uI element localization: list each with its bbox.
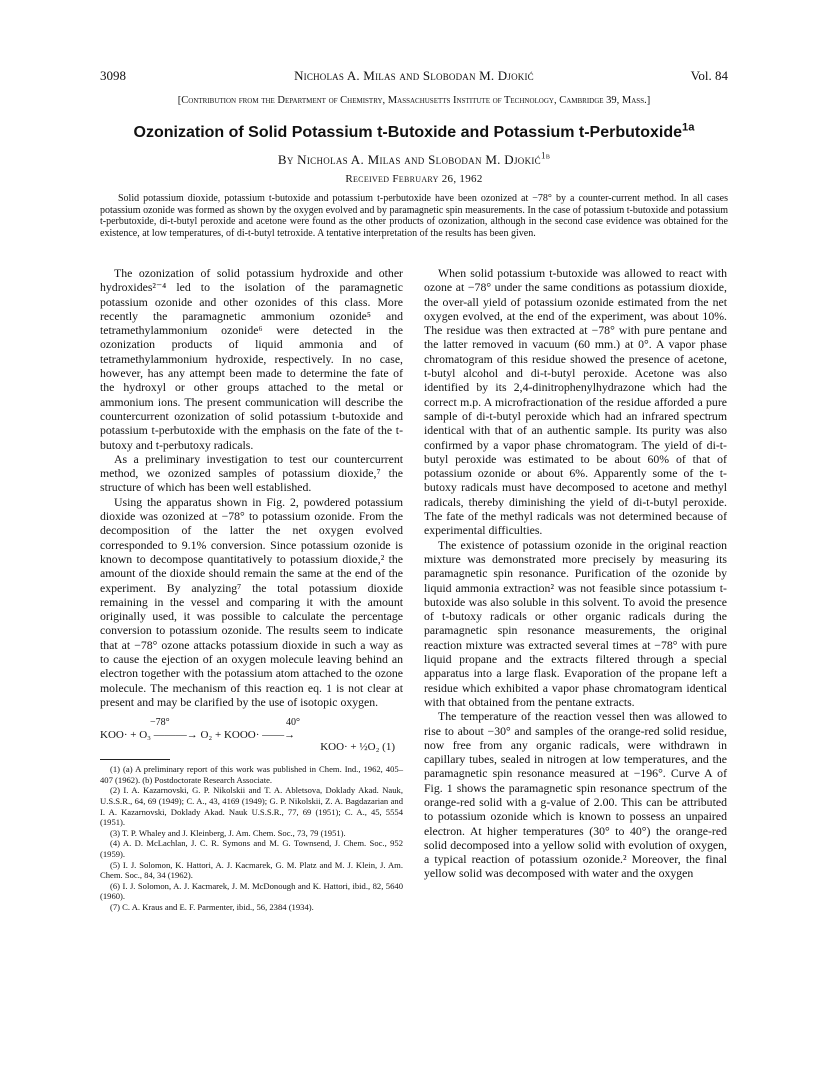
equation-line-2: KOO· + ½O₂ (1) <box>320 741 395 754</box>
body-paragraph: When solid potassium t-butoxide was allowed to react with ozone at −78° under the same conditions as potassium dioxide, the over-all yield of potassium ozonide estimated from the net oxygen evolved, at the end of the experiment, was about 10%. The residue was then extracted at −78° with pure pentane and the latter removed in vacuum (60 mm.) at 0°. A vapor phase chromatogram of this residue showed the presence of acetone, t-butyl alcohol and di-t-butyl peroxide. Acetone was also identified by its 2,4-dinitrophenylhydrazone which had the correct m.p. A microfractionation of the residue afforded a pure sample of di-t-butyl peroxide which had an infrared spectrum identical with that of an authentic sample. Its purity was also confirmed by a vapor phase chromatogram. The yield of di-t-butyl peroxide was estimated to be about 60% of that of potassium ozonide or about 6%. Apparently some of the t-butoxy radicals must have decomposed to acetone and methyl radicals, thereby diminishing the yield of di-t-butyl peroxide. The fate of the methyl radicals was not determined because of experimental difficulties. <box>424 266 727 538</box>
equation-1 <box>100 717 403 753</box>
running-head <box>100 68 728 86</box>
page-number: 3098 <box>100 68 126 83</box>
article-title <box>100 123 728 143</box>
body-paragraph: Using the apparatus shown in Fig. 2, powdered potassium dioxide was ozonized at −78° to potassium ozonide. From the decomposition of the latter the net oxygen evolved corresponded to 9.1% conversion. Since potassium ozonide is known to decompose quantitatively to potassium dioxide,² the amount of the dioxide should remain the same at the end of the experiment. By analyzing⁷ the total potassium dioxide remaining in the vessel and comparing it with the amount originally used, it was possible to calculate the percentage conversion to potassium ozonide. The results seem to indicate that at −78° ozone attacks potassium dioxide in such a way as to cause the ejection of an oxygen molecule leaving behind an electron together with the potassium atom attached to the ozone molecule. The mechanism of this reaction eq. 1 is not clear at present and may be clarified by the use of isotopic oxygen. <box>100 494 403 709</box>
article-title-text: Ozonization of Solid Potassium t-Butoxide and Potassium t-Perbutoxide <box>133 124 683 141</box>
body-paragraph: The existence of potassium ozonide in the original reaction mixture was demonstrated more precisely by measuring its paramagnetic spin resonance. Purification of the ozonide by liquid ammonia extraction² was not feasible since potassium t-butoxide was also soluble in this solvent. To avoid the presence of t-butoxy radicals or other organic radicals during the paramagnetic spin resonance measurements, the original reaction mixture was extracted several times at −78° with pure liquid propane and the extracts filtered through a special apparatus into a large flask. Evaporation of the propane left a residue which exhibited a vapor phase chromatogram identical with that obtained from the pentane extracts. <box>424 537 727 709</box>
footnote: (5) I. J. Solomon, K. Hattori, A. J. Kacmarek, G. M. Platz and M. J. Klein, J. Am. Chem. Soc., 84, 34 (1962). <box>100 859 403 881</box>
footnote: (4) A. D. McLachlan, J. C. R. Symons and M. G. Townsend, J. Chem. Soc., 952 (1959). <box>100 838 403 859</box>
volume-label: Vol. 84 <box>690 68 728 83</box>
equation-conditions <box>100 717 403 729</box>
equation-condition-2: 40° <box>286 717 300 729</box>
left-column <box>100 266 403 913</box>
body-paragraph: As a preliminary investigation to test our countercurrent method, we ozonized samples of potassium dioxide,⁷ the structure of which has been well established. <box>100 451 403 495</box>
footnotes <box>100 764 403 912</box>
body-paragraph: The temperature of the reaction vessel then was allowed to rise to about −30° and samples of the orange-red solid residue, now free from any organic radicals, were withdrawn in capillary tubes, sealed in nitrogen at low temperatures, and the paramagnetic spin resonance measured at −196°. Curve A of Fig. 1 shows the paramagnetic spin resonance spectrum of the orange-red solid with a g-value of 2.00. This can be attributed to potassium ozonide which is known to possess an unpaired electron. At higher temperatures (30° to 40°) the orange-red solid decomposed into a yellow solid with evolution of oxygen, a typical reaction of potassium ozonide.² Moreover, the final yellow solid was decomposed with water and the oxygen <box>424 709 727 881</box>
equation-line-1: KOO· + O₃ ———→ O₂ + KOOO· ——→ <box>100 729 296 742</box>
footnote: (2) I. A. Kazarnovski, G. P. Nikolskii and T. A. Abletsova, Doklady Akad. Nauk, U.S.S.R., 64, 69 (1949); C. A., 43, 4169 (1949); G. P. Nikolskii, Z. A. Bagdazarian and I. A. Kazarnovski, Doklady Akad. Nauk U.S.S.R., 77, 69 (1951); C. A., 45, 5554 (1951). <box>100 785 403 828</box>
footnote: (6) I. J. Solomon, A. J. Kacmarek, J. M. McDonough and K. Hattori, ibid., 82, 5640 (1960). <box>100 880 403 902</box>
body-paragraph: The ozonization of solid potassium hydroxide and other hydroxides²⁻⁴ led to the isolation of the paramagnetic potassium ozonide and other ozonides of this class. More recently the paramagnetic ammonium ozonide⁵ and tetramethylammonium ozonide⁶ were detected in the ozonization products of liquid ammonia and of tetramethylammonium hydroxide, respectively. In no case, however, has any attempt been made to determine the fate of the hydroxyl or other groups attached to the metal or ammonium ions. The present communication will describe the countercurrent ozonization of solid potassium t-butoxide and potassium t-perbutoxide with the emphasis on the fate of the t-butoxy and t-perbutoxy radicals. <box>100 266 403 452</box>
footnote: (1) (a) A preliminary report of this work was published in Chem. Ind., 1962, 405–407 (1962). (b) Postdoctorate Research Associate. <box>100 764 403 785</box>
title-footnote-mark: 1a <box>682 121 695 134</box>
abstract: Solid potassium dioxide, potassium t-butoxide and potassium t-perbutoxide have been ozonized at −78° by a counter-current method. In all cases potassium ozonide was formed as shown by the oxygen evolved and by paramagnetic spin measurements. In the case of potassium t-butoxide and potassium t-perbutoxide, di-t-butyl peroxide and acetone were found as the other products of ozonization, although in the second case evidence was obtained for the existence, at low temperatures, of di-t-butyl tetroxide. A tentative interpretation of the results has been given. <box>100 193 728 239</box>
byline <box>100 152 728 168</box>
footnote: (3) T. P. Whaley and J. Kleinberg, J. Am. Chem. Soc., 73, 79 (1951). <box>110 827 346 838</box>
received-date: Received February 26, 1962 <box>345 173 483 185</box>
contribution-line: [Contribution from the Department of Chemistry, Massachusetts Institute of Technology, Cambridge 39, Mass.] <box>177 95 651 106</box>
footnote-divider <box>100 759 170 760</box>
byline-text: By Nicholas A. Milas and Slobodan M. Djokić <box>277 152 541 167</box>
byline-footnote-mark: 1b <box>540 150 551 161</box>
equation-condition-1: −78° <box>150 717 170 729</box>
right-column <box>424 266 727 881</box>
footnote: (7) C. A. Kraus and E. F. Parmenter, ibid., 56, 2384 (1934). <box>110 901 314 912</box>
running-head-authors: Nicholas A. Milas and Slobodan M. Djokić <box>294 68 534 83</box>
